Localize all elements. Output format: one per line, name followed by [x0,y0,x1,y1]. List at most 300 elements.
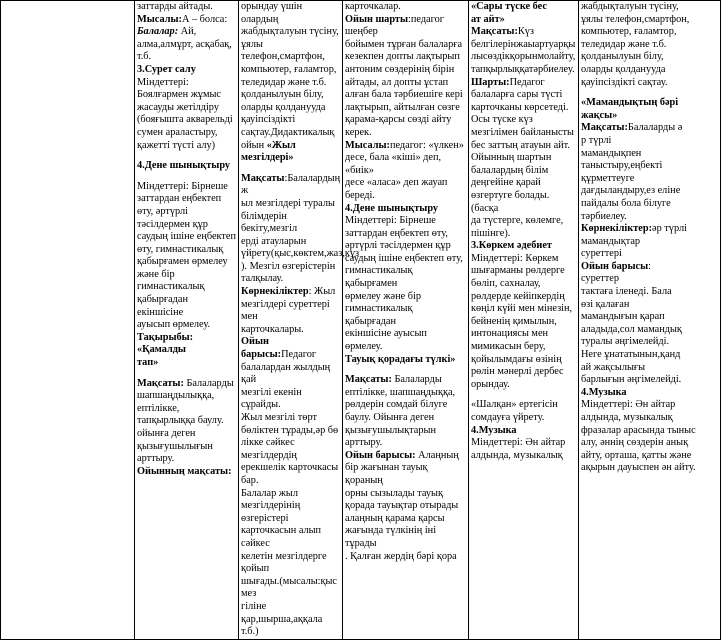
bold-text: Мысалы: [345,139,390,151]
text-line [581,122,718,135]
text-line [345,291,466,304]
plain-text: Ай, [178,26,197,38]
plain-text: қолданылуын білу, [241,89,324,101]
bold-text: Мысалы: [137,13,182,25]
text-line [345,114,466,127]
text-line [345,551,466,564]
text-line [345,374,466,387]
plain-text: (бояғышта акварельді [137,114,233,126]
plain-text: гимнастикалық қабырғадан [345,303,413,327]
spacer [137,370,236,378]
text-line [241,261,340,274]
plain-text: алма,алмұрт, асқабақ, [137,38,232,50]
plain-text: өрмелеу және бір [345,290,421,302]
plain-text: алған бала тәрбиешіге кері [345,89,463,101]
text-line [345,177,466,190]
text-line [581,412,718,425]
spacer [345,366,466,374]
plain-text: ептілікке, [137,402,180,414]
plain-text: барлығын әңгімелейді. [581,374,682,386]
bold-text: Мақсаты: [345,374,392,386]
bold-text: жақсы» [581,109,618,121]
plain-text: білімдерін бекіту,мезгіл [241,210,298,235]
spacer [137,152,236,160]
text-line [471,89,576,102]
text-line [471,1,576,14]
plain-text: саудың ішіне еңбектеп [137,231,236,243]
spacer [137,173,236,181]
plain-text: туралы әңгімелейді. [581,336,670,348]
text-line [471,425,576,438]
text-line [137,39,236,52]
text-line [241,576,340,601]
text-line [471,253,576,266]
bold-text: Ойын барысы: [345,449,416,461]
text-line [581,64,718,77]
bold-text: 4.Дене шынықтыру [137,160,231,172]
plain-text: бес заттың атауын айт. [471,139,570,151]
bold-text: Шарты: [471,76,510,88]
text-line [581,450,718,463]
plain-text: тәсілдермен құр [137,218,208,230]
plain-text: : Жыл [308,286,336,298]
text-line [241,39,340,64]
bold-text: «Мамандықтың бәрі [581,97,679,109]
plain-text: ерді атауларын [241,235,307,247]
plain-text: әртүрлі тәсілдермен құр [345,240,451,252]
text-line [471,177,576,190]
text-line [581,148,718,186]
text-line [581,97,718,110]
plain-text: қарама-қарсы сөзді айту [345,114,452,126]
text-line [241,64,340,77]
text-line [137,357,236,370]
plain-text: сумен араластыру, [137,126,218,138]
text-line [581,1,718,14]
plain-text: береді. [345,189,375,201]
text-line [345,64,466,77]
text-line [241,462,340,475]
plain-text: шығады.(мысалы:қыс мез [241,575,338,600]
text-line [581,349,718,362]
plain-text: Күз [517,26,534,38]
text-line [241,336,340,361]
plain-text: мезгілдерінің өзгерістері [241,500,301,524]
plain-text: мезгілі екенін сұрайды. [241,386,302,411]
plain-text: және бір [137,268,175,280]
text-line [581,462,718,475]
plain-text: екіншісіне ауысып өрмелеу. [345,328,427,353]
plain-text: заттардан еңбектеп [137,193,222,205]
text-line [137,428,236,441]
text-line [137,193,236,206]
plain-text: т.б. [137,51,152,63]
plain-text: Міндеттері: Көркем [471,252,559,264]
plain-text: оларды қолданууда [241,101,326,113]
text-line [137,206,236,219]
text-line [137,403,236,416]
text-line [241,273,340,286]
text-line [471,14,576,27]
plain-text: десе, бала «кіші» деп, «биік» [345,152,442,176]
plain-text: педагог: «үлкен» [389,139,464,151]
plain-text: дағдыландыру,ез еліне [581,185,681,197]
text-line [581,135,718,148]
plain-text: пайдалы бола білуге [581,197,671,209]
text-line [137,378,236,391]
text-line [137,319,236,332]
plain-text: арттыру. [137,453,175,465]
text-line [471,450,576,463]
plain-text: тапқырлыққатәрбиелеу. [471,63,575,75]
text-line [471,152,576,165]
plain-text: бейненің қимылын, [471,315,557,327]
plain-text: аладыда,сол мамандық [581,323,682,335]
text-line [581,425,718,438]
plain-text: мамандықтар [581,235,641,247]
plain-text: лікке сәйкес мезгілдердің [241,437,297,461]
plain-text: заттардан еңбектеп өту, [345,227,448,239]
text-line [471,316,576,329]
plain-text: орындау. [471,378,510,390]
plain-text: бөліктен тұрады,әр бө [241,424,339,436]
plain-text: Міндеттері: Бірнеше [345,215,436,227]
text-line [137,14,236,27]
text-line [241,601,340,626]
bold-text: Ойын шарты [345,13,409,25]
plain-text: бөліп, сахналау, [471,278,541,290]
text-line [241,248,360,261]
plain-text: . Қалған жердің бәрі қора [345,550,457,562]
plain-text: талқылау. [241,273,284,285]
plain-text: лысөздікқорынмолайту, [471,51,576,63]
plain-text: қойылымдағы өзінің [471,353,562,365]
plain-text: р түрлі [581,134,612,146]
plain-text: ақырын дауыспен ән айту. [581,462,696,474]
plain-text: керек. [345,126,372,138]
plain-text: десе «аласа» деп жауап [345,177,448,189]
spacer [581,89,718,97]
plain-text: бір жағынан тауық қораның [345,462,428,486]
text-line [241,475,340,488]
text-line [241,324,340,337]
text-line [581,336,718,349]
plain-text: сақтау.Дидактикалық [241,126,335,138]
plain-text: суреттер [581,273,620,285]
text-line [241,437,340,462]
plain-text: алдында, музыкалық [581,412,673,423]
plain-text: антоним сөздерінің бірін [345,63,455,75]
plain-text: Ойынның шартын [471,152,552,164]
text-line [345,412,466,425]
plain-text: :Балалардың ж [241,172,341,197]
plain-text: ыл мезгілдері туралы [241,197,335,209]
plain-text: : [648,260,652,272]
text-line [345,399,466,412]
plain-text: мамандығын қарап [581,311,665,323]
plain-text: гимнастикалық қабырғамен [345,265,413,290]
plain-text: әр түрлі [652,223,687,235]
plain-text: өзгертуге болады.(басқа [471,189,550,214]
text-line [581,51,718,64]
plain-text: ай жақсылығы [581,361,646,373]
plain-text: теледидар және т.б. [241,76,327,88]
text-line [137,160,236,173]
text-line [345,39,466,52]
column-5-cell [579,1,721,640]
plain-text: ). Мезгіл өзгерістерін [241,260,336,272]
text-line [581,198,718,211]
text-line [137,77,236,90]
text-line [581,261,718,274]
bold-text: Көрнекіліктер [241,286,309,298]
text-line [471,303,576,316]
text-line [581,324,718,337]
plain-text: балалардың білім [471,164,549,176]
text-line [241,236,340,249]
text-line [581,110,718,123]
plain-text: теледидар және т.б. [581,38,667,50]
text-line [345,500,466,513]
text-line [345,102,466,115]
plain-text: қабырғадан екіншісіне [137,294,188,318]
plain-text: айтады, ал допты ұстап [345,76,449,88]
plain-text: сомдауға үйрету. [471,412,545,423]
plain-text: ойын [241,139,267,151]
text-line [345,51,466,64]
text-line [241,198,340,211]
text-line [137,269,236,282]
plain-text: фразалар арасында тыныс [581,424,696,436]
spacer [471,391,576,399]
text-line [137,415,236,428]
text-line [471,39,576,52]
plain-text: қауіпсіздікті [241,114,296,126]
text-line [345,152,466,177]
text-line [137,294,236,319]
plain-text: заттарды айтады. [137,1,213,12]
text-line [581,286,718,299]
plain-text: деңгейіне қарай [471,177,541,189]
plain-text: келетін мезгілдерге [241,550,327,562]
plain-text: Міндеттері: Ән айтар [581,399,676,411]
bold-text: 4.Музыка [581,386,627,398]
text-line [581,26,718,39]
text-line [241,362,340,387]
plain-text: Педагог [509,76,545,88]
text-line [137,390,236,403]
plain-text: жабдықталуын түсіну, [241,26,339,38]
text-line [471,140,576,153]
text-line [241,173,340,198]
text-line [137,181,236,194]
text-line [241,500,340,525]
plain-text: Педагог [281,349,317,361]
text-line [241,127,340,140]
text-line [241,140,340,165]
text-line [471,127,576,140]
plain-text: қызығушылықтарын арттыру. [345,424,436,449]
text-line [345,265,466,290]
plain-text: орындау үшін олардың [241,1,303,25]
plain-text: шығарманы рөлдерге [471,265,565,277]
plain-text: Балаларды ә [627,122,683,134]
text-line [137,64,236,77]
text-line [137,102,236,115]
text-line [471,265,576,278]
plain-text: Неге ұнататынын,қанд [581,349,681,361]
plain-text: А – болса: [181,13,228,25]
bold-text: Мақсаты: [137,377,184,389]
plain-text: Міндеттері: Ән айтар [471,437,566,449]
text-line [471,228,576,241]
text-line [241,77,340,90]
text-line [345,215,466,228]
text-line [241,26,340,39]
plain-text: қолданылуын білу, [581,51,664,63]
text-line [345,1,466,14]
plain-text: ұялы телефон,смартфон, [581,13,690,25]
text-line [471,412,576,425]
plain-text: да түстерге, көлемге, [471,215,564,227]
text-line [581,211,718,224]
plain-text: қауіпсіздікті сақтау. [581,76,668,88]
text-line [581,39,718,52]
plain-text: лақтырып, айтылған сөзге [345,101,460,113]
bold-text: ат айт» [471,13,505,25]
plain-text: шапшаңдылыққа, [137,390,215,402]
text-line [137,332,236,357]
plain-text: алдында, музыкалық [471,449,563,461]
text-line [471,114,576,127]
text-line [345,240,466,253]
text-line [345,328,466,353]
plain-text: қабырғамен өрмелеу [137,256,228,268]
text-line [471,165,576,178]
plain-text: рөлдерде кейіпкердің [471,290,565,302]
plain-text: ұялы телефон,смартфон, [241,38,325,63]
plain-text: пішінге). [471,227,511,239]
text-line [345,140,466,153]
text-line [581,273,718,286]
text-line [581,311,718,324]
text-line [471,102,576,115]
plain-text: мамандықпен таныстыру,еңбекті құрметтеуге [581,147,663,184]
bold-text: 4.Музыка [471,424,517,436]
text-line [137,89,236,102]
text-line [241,299,340,324]
text-line [137,26,236,39]
text-line [241,286,340,299]
text-line [137,51,236,64]
text-line [137,219,236,232]
plain-text: компьютер, ғаламтор, [581,26,677,38]
text-line [241,102,340,115]
plain-text: «Шалқан» ертегісін [471,399,558,411]
text-line [241,211,340,236]
plain-text: бойымен тұрған балаларға [345,38,463,50]
text-line [241,425,340,438]
plain-text: мимикасын беру, [471,341,546,353]
text-line [345,253,466,266]
bold-text: Ойынның мақсаты: [137,465,232,477]
text-line [471,240,576,253]
text-line [581,236,718,249]
plain-text: Балаларды [183,377,234,389]
column-4-cell [469,1,579,640]
text-line [471,190,576,215]
text-line [581,248,718,261]
text-line [345,203,466,216]
plain-text: бар. [241,474,259,486]
plain-text: кезекпен допты лақтырып [345,51,460,63]
text-line [137,127,236,140]
text-line [581,387,718,400]
plain-text: ерекшелік карточкасы [241,462,339,474]
text-line [345,228,466,241]
plain-text: Міндеттері: Бірнеше [137,180,228,192]
bold-text: «Сары түске бес [471,1,547,12]
text-line [471,77,576,90]
bold-text: Мақсаты: [471,26,518,38]
text-line [345,77,466,90]
bold-text: Ойын барысы: [241,336,282,361]
text-line [241,488,340,501]
bold-text: Көрнекіліктер: [581,223,652,235]
plain-text: карточканы көрсетеді. [471,101,569,113]
bold-text: 4.Дене шынықтыру [345,202,439,214]
plain-text: интонациясы мен [471,328,549,340]
plain-text: карточкалары. [241,323,304,335]
plain-text: ойынға деген [137,428,196,439]
column-1-cell [135,1,239,640]
plain-text: белгілерінжаыартуарқы [471,38,576,50]
plain-text: Боялғармен жұмыс [137,89,221,101]
text-line [137,114,236,127]
text-line [137,453,236,466]
plain-text: үйрету(қыс,көктем,жаз,күз [241,248,360,260]
text-line [471,51,576,64]
plain-text: рөлдерін сомдай білуге [345,399,448,411]
text-line [345,513,466,526]
plain-text: рөлін мәнерлі дербес [471,366,564,378]
text-line [471,399,576,412]
plain-text: оларды қолданууда [581,63,666,75]
text-line [471,291,576,304]
text-line [345,425,466,450]
text-line [345,462,466,487]
plain-text: жағында түлкінің іні тұрады [345,525,437,549]
text-line [137,441,236,454]
plain-text: қызығушылығын [137,440,213,452]
text-line [137,140,236,153]
bold-text: Тақырыбы: «Қамалды [137,331,194,356]
bold-text: Тауық қорадағы түлкі» [345,353,456,365]
text-line [345,303,466,328]
plain-text: мезгілдері суреттері мен [241,298,330,323]
plain-text: өту, әртүрлі [137,205,189,217]
text-line [345,127,466,140]
plain-text: балаларға сары түсті [471,89,563,101]
text-line [137,231,236,244]
text-line [581,14,718,27]
plain-text: жасауды жетілдіру [137,101,219,113]
text-line [471,278,576,291]
plain-text: алу, әннің сөздерін анық [581,437,689,449]
text-line [345,89,466,102]
plain-text: Міндеттері: [137,76,189,88]
plain-text: карточкасын алып сәйкес [241,525,322,549]
